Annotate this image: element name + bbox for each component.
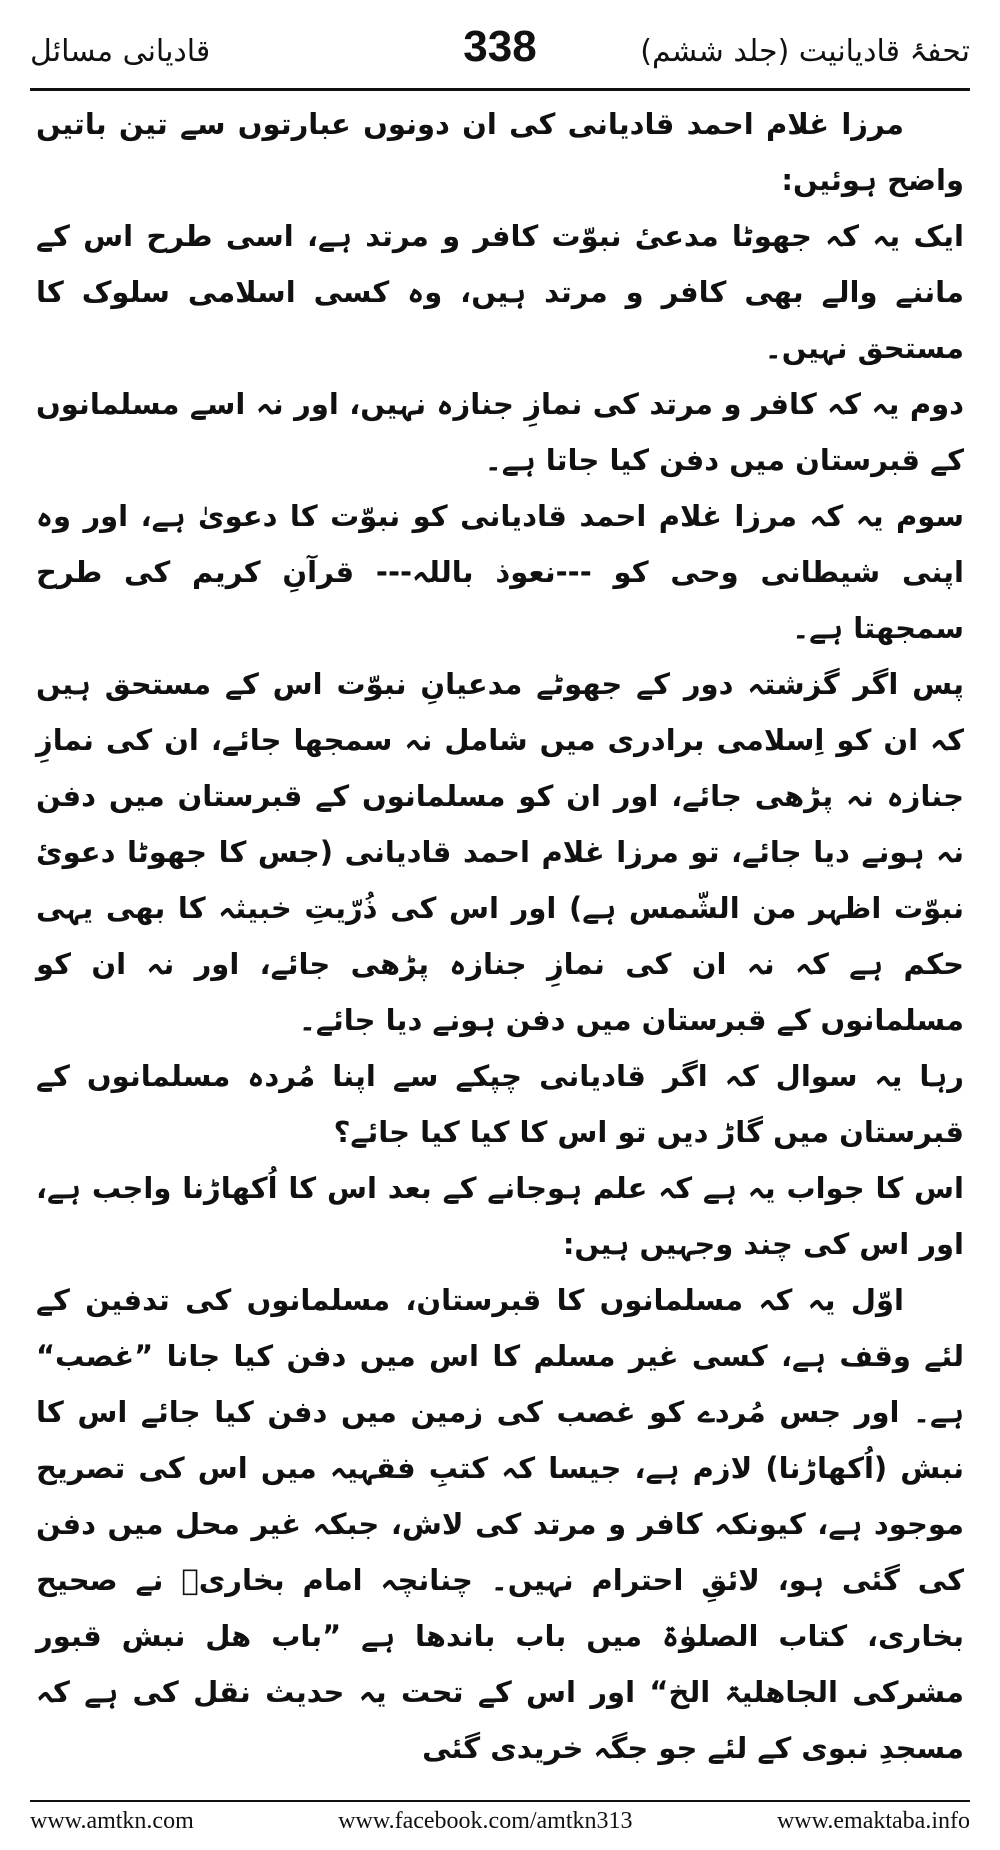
page-footer [30, 1808, 970, 1835]
section-title: قادیانی مسائل [30, 34, 211, 69]
page-header [30, 22, 970, 82]
header-divider [30, 88, 970, 91]
page-body [36, 96, 964, 1776]
page-number: 338 [463, 22, 537, 71]
paragraph: رہا یہ سوال کہ اگر قادیانی چپکے سے اپنا مُردہ مسلمانوں کے قبرستان میں گاڑ دیں تو اس کا کیا کیا جائے؟ [36, 1059, 964, 1149]
footer-link-emaktaba[interactable]: www.emaktaba.info [776, 1808, 970, 1834]
footer-link-facebook[interactable]: www.facebook.com/amtkn313 [338, 1808, 633, 1834]
paragraph: پس اگر گزشتہ دور کے جھوٹے مدعیانِ نبوّت اس کے مستحق ہیں کہ ان کو اِسلامی برادری میں شامل نہ سمجھا جائے، ان کی نمازِ جنازہ نہ پڑھی جائے، اور ان کو مسلمانوں کے قبرستان میں دفن نہ ہونے دیا جائے، تو مرزا غلام احمد قادیانی (جس کا جھوٹا دعویٔ نبوّت اظہر من الشّمس ہے) اور اس کی ذُرّیتِ خبیثہ کا بھی یہی حکم ہے کہ نہ ان کی نمازِ جنازہ پڑھی جائے، اور نہ ان کو مسلمانوں کے قبرستان میں دفن ہونے دیا جائے۔ [36, 667, 964, 1037]
paragraph: سوم یہ کہ مرزا غلام احمد قادیانی کو نبوّت کا دعویٰ ہے، اور وہ اپنی شیطانی وحی کو ---نعوذ باللہ--- قرآنِ کریم کی طرح سمجھتا ہے۔ [36, 499, 964, 645]
paragraph: اوّل یہ کہ مسلمانوں کا قبرستان، مسلمانوں کی تدفین کے لئے وقف ہے، کسی غیر مسلم کا اس میں دفن کیا جانا ”غصب“ ہے۔ اور جس مُردے کو غصب کی زمین میں دفن کیا جائے اس کا نبش (اُکھاڑنا) لازم ہے، جیسا کہ کتبِ فقہیہ میں اس کی تصریح موجود ہے، کیونکہ کافر و مرتد کی لاش، جبکہ غیر محل میں دفن کی گئی ہو، لائقِ احترام نہیں۔ چنانچہ امام بخاریؒ نے صحیح بخاری، کتاب الصلوٰۃ میں باب باندھا ہے ”باب ھل نبش قبور مشرکی الجاھلیۃ الخ“ اور اس کے تحت یہ حدیث نقل کی ہے کہ مسجدِ نبوی کے لئے جو جگہ خریدی گئی [36, 1283, 964, 1765]
paragraph: دوم یہ کہ کافر و مرتد کی نمازِ جنازہ نہیں، اور نہ اسے مسلمانوں کے قبرستان میں دفن کیا جاتا ہے۔ [36, 387, 964, 477]
paragraph: مرزا غلام احمد قادیانی کی ان دونوں عبارتوں سے تین باتیں واضح ہوئیں: [36, 107, 964, 197]
book-title: تحفۂ قادیانیت (جلد ششم) [640, 34, 970, 69]
footer-divider [30, 1800, 970, 1802]
footer-link-amtkn[interactable]: www.amtkn.com [30, 1808, 194, 1834]
paragraph: ایک یہ کہ جھوٹا مدعیٔ نبوّت کافر و مرتد ہے، اسی طرح اس کے ماننے والے بھی کافر و مرتد ہیں، وہ کسی اسلامی سلوک کا مستحق نہیں۔ [36, 219, 964, 365]
paragraph: اس کا جواب یہ ہے کہ علم ہوجانے کے بعد اس کا اُکھاڑنا واجب ہے، اور اس کی چند وجہیں ہیں: [36, 1171, 964, 1261]
